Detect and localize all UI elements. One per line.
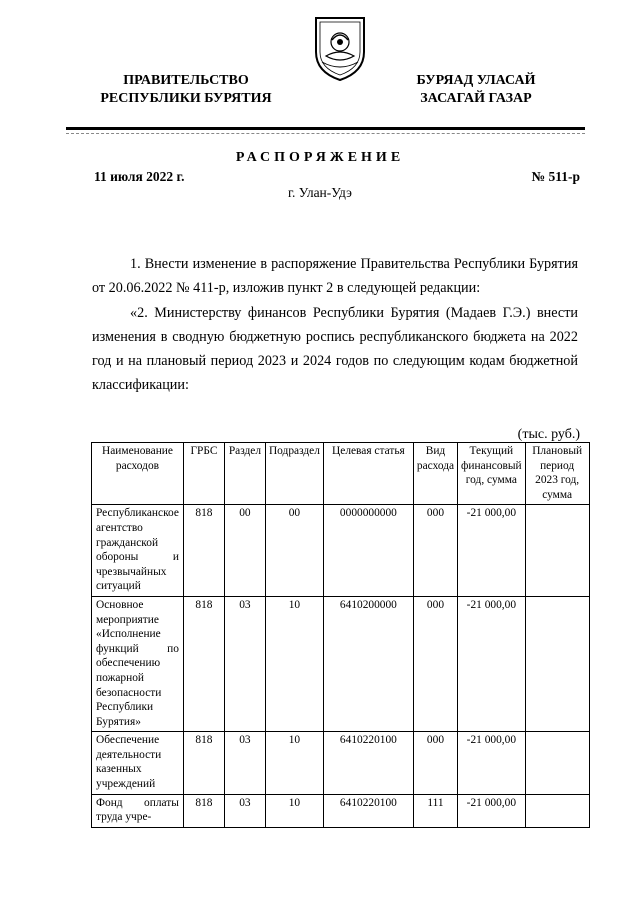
cell-statya: 6410220100: [323, 732, 413, 794]
cell-name: Основное мероприятие «Исполнение функций по обеспечению пожарной безопасности Республики Бурятия»: [92, 596, 184, 731]
units-label: (тыс. руб.): [517, 427, 580, 442]
cell-name: Республиканское агентство гражданской обороны и чрезвычайных ситуаций: [92, 505, 184, 597]
table-row: [92, 794, 590, 827]
document-title: РАСПОРЯЖЕНИЕ: [235, 150, 405, 165]
cell-plan: [525, 732, 589, 794]
government-name-buryat: [394, 72, 558, 108]
cell-grbs: 818: [183, 794, 224, 827]
gov-ru-line1: ПРАВИТЕЛЬСТВО: [123, 73, 249, 88]
cell-plan: [525, 505, 589, 597]
cell-vid: 000: [413, 732, 457, 794]
col-header-razdel: Раздел: [224, 443, 265, 505]
col-header-vid: Вид расхода: [413, 443, 457, 505]
col-header-grbs: ГРБС: [183, 443, 224, 505]
gov-bur-line2: ЗАСАГАЙ ГАЗАР: [420, 91, 532, 106]
paragraph-1: 1. Внести изменение в распоряжение Правительства Республики Бурятия от 20.06.2022 № 411-р, изложив пункт 2 в следующей редакции:: [92, 256, 578, 296]
table-row: [92, 596, 590, 731]
col-header-podrazdel: Подраздел: [265, 443, 323, 505]
document-city: г. Улан-Удэ: [288, 185, 352, 200]
cell-razdel: 03: [224, 732, 265, 794]
cell-grbs: 818: [183, 505, 224, 597]
header-rule-thick: [66, 127, 585, 130]
cell-podrazdel: 10: [265, 732, 323, 794]
cell-razdel: 03: [224, 794, 265, 827]
cell-vid: 000: [413, 596, 457, 731]
cell-grbs: 818: [183, 596, 224, 731]
cell-podrazdel: 10: [265, 596, 323, 731]
coat-of-arms-emblem: [308, 12, 372, 82]
document-number: № 511-р: [531, 169, 580, 184]
document-date: 11 июля 2022 г.: [94, 169, 185, 184]
header-rule-thin: [66, 133, 585, 134]
gov-ru-line2: РЕСПУБЛИКИ БУРЯТИЯ: [100, 91, 272, 106]
budget-table: [91, 442, 590, 828]
paragraph-2: «2. Министерству финансов Республики Бурятия (Мадаев Г.Э.) внести изменения в сводную бюджетную роспись республиканского бюджета на 2022 год и на плановый период 2023 и 2024 годов по следующим кодам бюджетной классификации:: [92, 305, 578, 393]
government-name-russian: [90, 72, 282, 108]
cell-plan: [525, 596, 589, 731]
cell-plan: [525, 794, 589, 827]
cell-current: -21 000,00: [458, 596, 526, 731]
table-row: [92, 505, 590, 597]
col-header-plan: Плановый период 2023 год, сумма: [525, 443, 589, 505]
cell-podrazdel: 10: [265, 794, 323, 827]
cell-vid: 111: [413, 794, 457, 827]
cell-podrazdel: 00: [265, 505, 323, 597]
cell-name: Обеспечение деятельности казенных учреждений: [92, 732, 184, 794]
cell-name: Фонд оплаты труда учре-: [92, 794, 184, 827]
gov-bur-line1: БУРЯАД УЛАСАЙ: [416, 73, 536, 88]
cell-statya: 6410200000: [323, 596, 413, 731]
cell-statya: 0000000000: [323, 505, 413, 597]
cell-current: -21 000,00: [458, 505, 526, 597]
cell-vid: 000: [413, 505, 457, 597]
cell-razdel: 00: [224, 505, 265, 597]
cell-current: -21 000,00: [458, 794, 526, 827]
cell-current: -21 000,00: [458, 732, 526, 794]
table-row: [92, 732, 590, 794]
col-header-name: Наименование расходов: [92, 443, 184, 505]
cell-statya: 6410220100: [323, 794, 413, 827]
cell-grbs: 818: [183, 732, 224, 794]
cell-razdel: 03: [224, 596, 265, 731]
col-header-current: Текущий финансовый год, сумма: [458, 443, 526, 505]
table-header-row: [92, 443, 590, 505]
col-header-statya: Целевая статья: [323, 443, 413, 505]
